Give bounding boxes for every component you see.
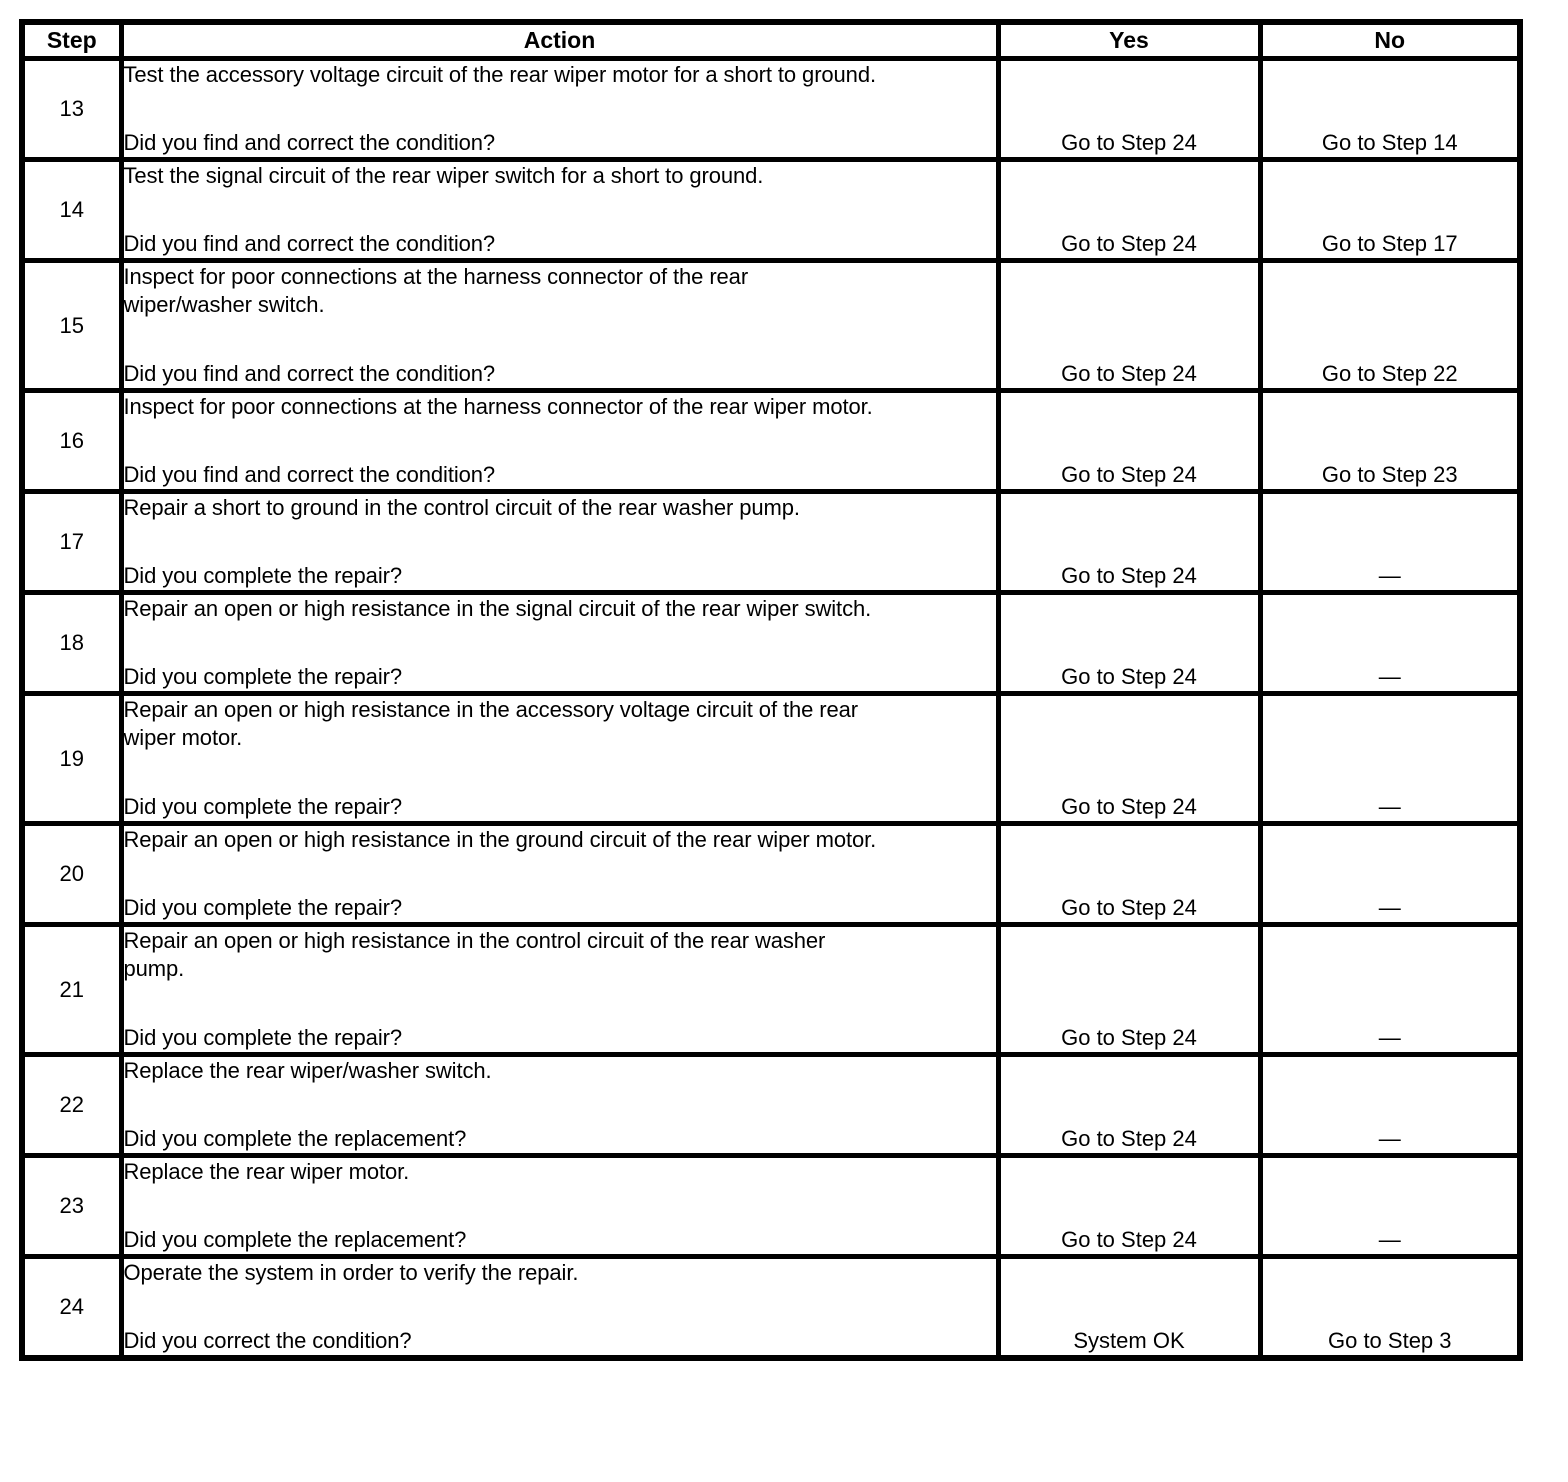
step-number-cell: 21	[22, 925, 121, 1055]
action-text-line: Inspect for poor connections at the harness connector of the rear	[123, 264, 749, 289]
yes-cell: Go to Step 24	[998, 1055, 1260, 1156]
yes-cell: Go to Step 24	[998, 492, 1260, 593]
action-text-line: Repair an open or high resistance in the signal circuit of the rear wiper switch.	[123, 596, 872, 621]
action-text	[124, 393, 996, 421]
action-cell	[121, 925, 998, 1055]
no-cell: —	[1260, 824, 1520, 925]
action-text	[124, 1259, 996, 1287]
step-number-cell: 14	[22, 160, 121, 261]
yes-cell: Go to Step 24	[998, 59, 1260, 160]
action-cell	[121, 593, 998, 694]
question-text: Did you complete the repair?	[123, 664, 402, 689]
action-text-line: Inspect for poor connections at the harness connector of the rear wiper motor.	[123, 394, 873, 419]
action-text-line: wiper motor.	[123, 725, 243, 750]
action-text-line: Repair an open or high resistance in the ground circuit of the rear wiper motor.	[123, 827, 877, 852]
step-number-cell: 20	[22, 824, 121, 925]
no-cell: —	[1260, 925, 1520, 1055]
action-text	[124, 927, 996, 983]
action-cell-content	[124, 494, 996, 590]
table-row	[22, 391, 1520, 492]
action-cell-content	[124, 595, 996, 691]
action-text-line: Operate the system in order to verify the repair.	[123, 1260, 579, 1285]
action-text-line: Replace the rear wiper motor.	[123, 1159, 410, 1184]
action-cell	[121, 492, 998, 593]
action-text-line: Test the accessory voltage circuit of the rear wiper motor for a short to ground.	[123, 62, 876, 87]
header-row	[22, 22, 1520, 59]
no-cell: Go to Step 14	[1260, 59, 1520, 160]
yes-cell: System OK	[998, 1257, 1260, 1359]
step-number-cell: 22	[22, 1055, 121, 1156]
question-text: Did you complete the repair?	[123, 563, 402, 588]
action-cell-content	[124, 1158, 996, 1254]
table-row	[22, 925, 1520, 1055]
action-cell	[121, 391, 998, 492]
action-cell-content	[124, 696, 996, 821]
question-text: Did you find and correct the condition?	[123, 361, 496, 386]
action-cell-content	[124, 393, 996, 489]
question-text: Did you find and correct the condition?	[123, 130, 496, 155]
table-row	[22, 261, 1520, 391]
action-cell	[121, 59, 998, 160]
yes-cell: Go to Step 24	[998, 824, 1260, 925]
question-text: Did you find and correct the condition?	[123, 462, 496, 487]
no-cell: —	[1260, 694, 1520, 824]
yes-cell: Go to Step 24	[998, 261, 1260, 391]
action-text	[124, 1158, 996, 1186]
no-cell: —	[1260, 1156, 1520, 1257]
action-text	[124, 61, 996, 89]
action-text-line: Repair an open or high resistance in the control circuit of the rear washer	[123, 928, 826, 953]
step-number-cell: 17	[22, 492, 121, 593]
action-text-line: Test the signal circuit of the rear wiper switch for a short to ground.	[123, 163, 764, 188]
question-text: Did you complete the replacement?	[123, 1126, 467, 1151]
table-row	[22, 1257, 1520, 1359]
step-number-cell: 15	[22, 261, 121, 391]
col-header-step: Step	[22, 22, 121, 59]
table-row	[22, 492, 1520, 593]
action-cell-content	[124, 1057, 996, 1153]
yes-cell: Go to Step 24	[998, 694, 1260, 824]
question-text: Did you complete the repair?	[123, 794, 402, 819]
action-cell-content	[124, 927, 996, 1052]
no-cell: Go to Step 23	[1260, 391, 1520, 492]
question-text: Did you complete the replacement?	[123, 1227, 467, 1252]
action-cell	[121, 824, 998, 925]
col-header-action: Action	[121, 22, 998, 59]
yes-cell: Go to Step 24	[998, 593, 1260, 694]
action-text	[124, 1057, 996, 1085]
no-cell: —	[1260, 593, 1520, 694]
table-row	[22, 694, 1520, 824]
action-text	[124, 696, 996, 752]
action-cell-content	[124, 263, 996, 388]
step-number-cell: 16	[22, 391, 121, 492]
action-text-line: wiper/washer switch.	[123, 292, 325, 317]
action-text-line: Repair an open or high resistance in the accessory voltage circuit of the rear	[123, 697, 858, 722]
step-number-cell: 24	[22, 1257, 121, 1359]
action-text-line: pump.	[123, 956, 185, 981]
no-cell: —	[1260, 1055, 1520, 1156]
yes-cell: Go to Step 24	[998, 925, 1260, 1055]
table-row	[22, 1055, 1520, 1156]
no-cell: Go to Step 17	[1260, 160, 1520, 261]
action-cell-content	[124, 61, 996, 157]
table-row	[22, 824, 1520, 925]
col-header-yes: Yes	[998, 22, 1260, 59]
action-cell-content	[124, 162, 996, 258]
step-number-cell: 19	[22, 694, 121, 824]
table-row	[22, 160, 1520, 261]
no-cell: —	[1260, 492, 1520, 593]
table-row	[22, 593, 1520, 694]
action-text-line: Repair a short to ground in the control circuit of the rear washer pump.	[123, 495, 800, 520]
step-number-cell: 23	[22, 1156, 121, 1257]
col-header-no: No	[1260, 22, 1520, 59]
action-cell	[121, 1055, 998, 1156]
action-text	[124, 263, 996, 319]
table-row	[22, 59, 1520, 160]
action-cell	[121, 261, 998, 391]
action-text	[124, 494, 996, 522]
yes-cell: Go to Step 24	[998, 160, 1260, 261]
step-number-cell: 13	[22, 59, 121, 160]
table-body	[22, 59, 1520, 1359]
yes-cell: Go to Step 24	[998, 1156, 1260, 1257]
action-text-line: Replace the rear wiper/washer switch.	[123, 1058, 492, 1083]
question-text: Did you complete the repair?	[123, 1025, 402, 1050]
question-text: Did you find and correct the condition?	[123, 231, 496, 256]
action-text	[124, 826, 996, 854]
yes-cell: Go to Step 24	[998, 391, 1260, 492]
no-cell: Go to Step 22	[1260, 261, 1520, 391]
diagnostic-steps-table	[19, 19, 1523, 1361]
question-text: Did you correct the condition?	[123, 1328, 412, 1353]
action-cell	[121, 694, 998, 824]
step-number-cell: 18	[22, 593, 121, 694]
action-cell	[121, 1156, 998, 1257]
action-cell-content	[124, 1259, 996, 1355]
action-cell	[121, 1257, 998, 1359]
question-text: Did you complete the repair?	[123, 895, 402, 920]
table-row	[22, 1156, 1520, 1257]
action-text	[124, 162, 996, 190]
action-cell	[121, 160, 998, 261]
no-cell: Go to Step 3	[1260, 1257, 1520, 1359]
action-cell-content	[124, 826, 996, 922]
action-text	[124, 595, 996, 623]
